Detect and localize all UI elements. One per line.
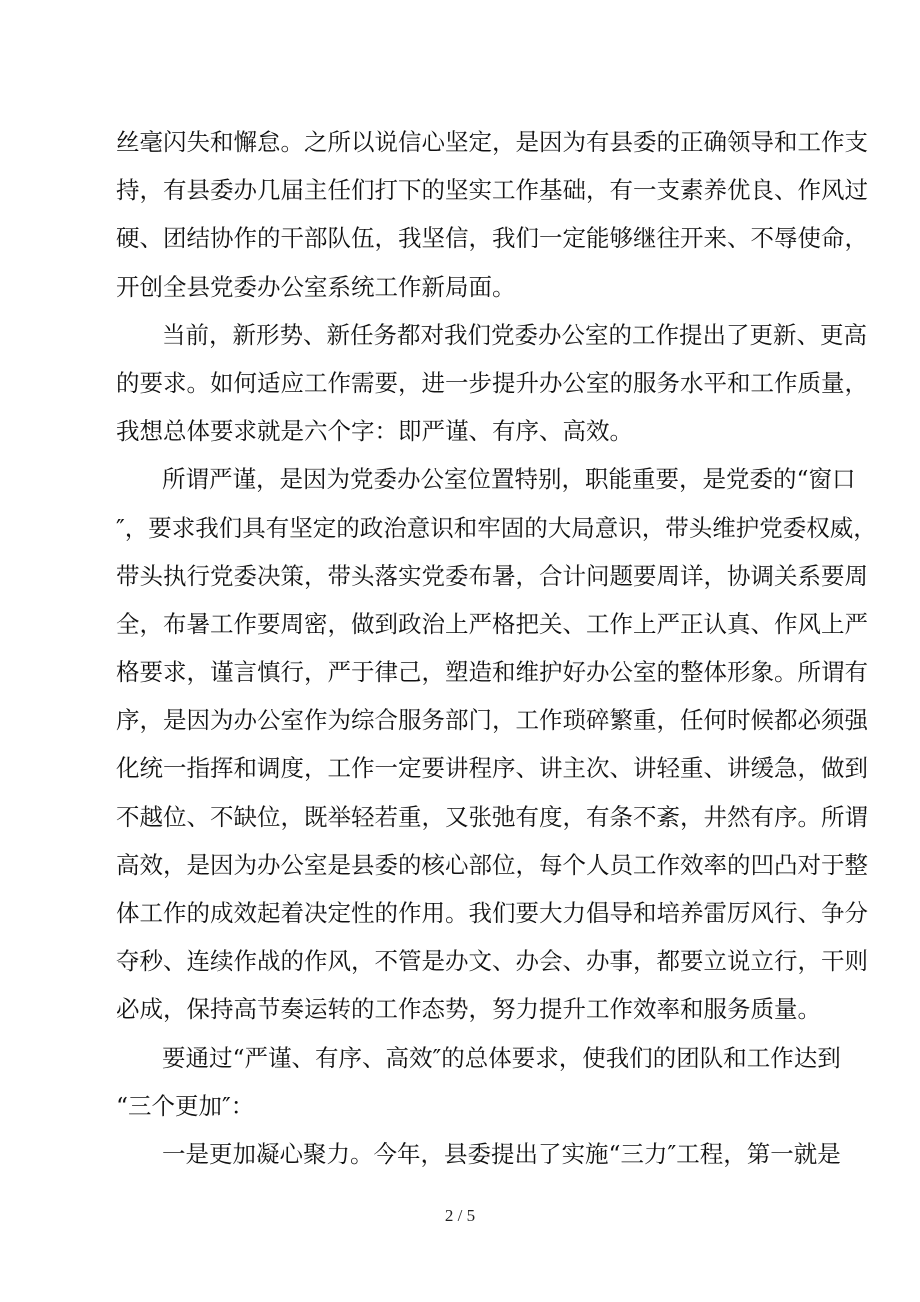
text-line: 硬、团结协作的干部队伍，我坚信，我们一定能够继往开来、不辱使命， xyxy=(116,224,868,253)
text-line: ″，要求我们具有坚定的政治意识和牢固的大局意识，带头维护党委权威， xyxy=(116,513,877,542)
text-line: 要通过“严谨、有序、高效″的总体要求，使我们的团队和工作达到 xyxy=(162,1043,841,1072)
text-line: 的要求。如何适应工作需要，进一步提升办公室的服务水平和工作质量， xyxy=(116,368,868,397)
document-body xyxy=(116,118,877,1178)
text-line: 丝毫闪失和懈怠。之所以说信心坚定，是因为有县委的正确领导和工作支 xyxy=(116,128,868,156)
text-line: 夺秒、连续作战的作风，不管是办文、办会、办事，都要立说立行，干则 xyxy=(116,947,868,976)
text-line: 所谓严谨，是因为党委办公室位置特别，职能重要，是党委的“窗口 xyxy=(162,465,856,494)
text-line: 化统一指挥和调度，工作一定要讲程序、讲主次、讲轻重、讲缓急，做到 xyxy=(116,754,868,783)
text-line: 高效，是因为办公室是县委的核心部位，每个人员工作效率的凹凸对于整 xyxy=(116,850,868,879)
text-line: 当前，新形势、新任务都对我们党委办公室的工作提出了更新、更高 xyxy=(162,320,867,349)
page-number: 2 / 5 xyxy=(444,1206,476,1225)
text-line: 不越位、不缺位，既举轻若重，又张弛有度，有条不紊，井然有序。所谓 xyxy=(116,802,868,831)
text-line: 全，布暑工作要周密，做到政治上严格把关、工作上严正认真、作风上严 xyxy=(116,609,868,638)
text-line: 带头执行党委决策，带头落实党委布暑，合计问题要周详，协调关系要周 xyxy=(116,561,868,590)
text-line: 一是更加凝心聚力。今年，县委提出了实施“三力″工程，第一就是 xyxy=(162,1139,841,1168)
text-line: 体工作的成效起着决定性的作用。我们要大力倡导和培养雷厉风行、争分 xyxy=(116,899,868,927)
text-line: 开创全县党委办公室系统工作新局面。 xyxy=(116,272,516,301)
text-line: 必成，保持高节奏运转的工作态势，努力提升工作效率和服务质量。 xyxy=(116,995,821,1024)
text-line: 持，有县委办几届主任们打下的坚实工作基础，有一支素养优良、作风过 xyxy=(116,176,868,205)
text-line: 序，是因为办公室作为综合服务部门，工作琐碎繁重，任何时候都必须强 xyxy=(116,706,868,735)
text-line: “三个更加″： xyxy=(116,1091,255,1120)
text-line: 我想总体要求就是六个字：即严谨、有序、高效。 xyxy=(116,417,633,446)
text-line: 格要求，谨言慎行，严于律己，塑造和维护好办公室的整体形象。所谓有 xyxy=(116,658,868,687)
